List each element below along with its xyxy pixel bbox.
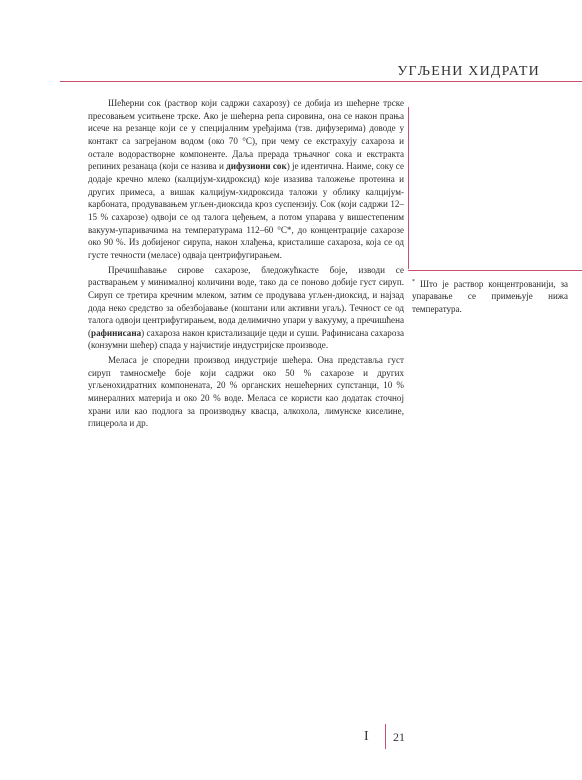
footer-divider (385, 724, 386, 749)
footnote-marker: * (412, 279, 415, 285)
main-text-column (88, 97, 404, 432)
term-diffusion-juice: дифузиони сок (226, 161, 287, 172)
paragraph-molasses: Меласа је споредни производ индустрије шећера. Она представља густ сируп тамносмеђе боје који садржи око 50 % сахарозе и других угљенохидратних компонената, 20 % органских нешећерних супстанци, 10 % минералних материја и око 20 % воде. Меласа се користи као додатак сточној храни или као подлога за производњу квасца, алкохола, лимунске киселине, глицерола и др. (88, 355, 404, 429)
paragraph-sugar-juice: Шећерни сок (раствор који садржи сахарозу) се добија из шећерне трске пресовањем уситњене трске. Ако је шећерна репа сировина, она се након прања исече на резанце који се у специјалним уређајима (тзв. дифузерима) доводе у контакт са загрејаном водом (око 70 °C), при чему се екстрахују сахароза и остале водорастворне компоненте. Даља прерада трњачног сока и екстракта репиних резанаца (који се назива и дифузиони сок) је идентична. Наиме, соку се додаје кречно млеко (калцијум-хидроксид) које изазива таложење протеина и других примеса, а вишак калцијум-хидроксида таложи у облику калцијум-карбоната, продувавањем угљен-диоксида кроз суспензију. Сок (који садржи 12–15 % сахарозе) одвоји се од талога цеђењем, а потом упарава у вишестепеним вакуум-упаривачима на температурама 112–60 °C*, до концентрације сахарозе око 90 %. Из добијеног сирупа, након хлађења, кристалише сахароза, која се од густе течности (меласе) одваја центрифугирањем. (88, 98, 404, 260)
chapter-header-title: УГЉЕНИ ХИДРАТИ (397, 64, 540, 79)
footnote-text: Што је раствор концентрованији, за упаравање се примењује нижа температура. (412, 279, 569, 314)
header-divider (60, 81, 582, 82)
margin-footnote (412, 276, 568, 315)
paragraph-refining: Пречишћавање сирове сахарозе, бледожућкасте боје, изводи се растварањем у минималној количини воде, тако да се поново добије густ сируп. Сируп се третира кречним млеком, затим се продувава угљен-диоксид, и најзад дода неко средство за обезбојавање (коштани или активни угаљ). Течност се од талога одвоји центрифугирањем, вода делимично упари у вакууму, а пречишћена (рафинисана) сахароза након кристализације цеди и суши. Рафинисана сахароза (конзумни шећер) спада у најчистије индустријске производе. (88, 264, 404, 351)
margin-horizontal-rule (408, 270, 582, 271)
footer-chapter-number: I (364, 729, 369, 744)
footer-page-number: 21 (393, 730, 405, 744)
margin-vertical-rule (408, 107, 409, 269)
term-refined: рафинисана (91, 327, 142, 338)
